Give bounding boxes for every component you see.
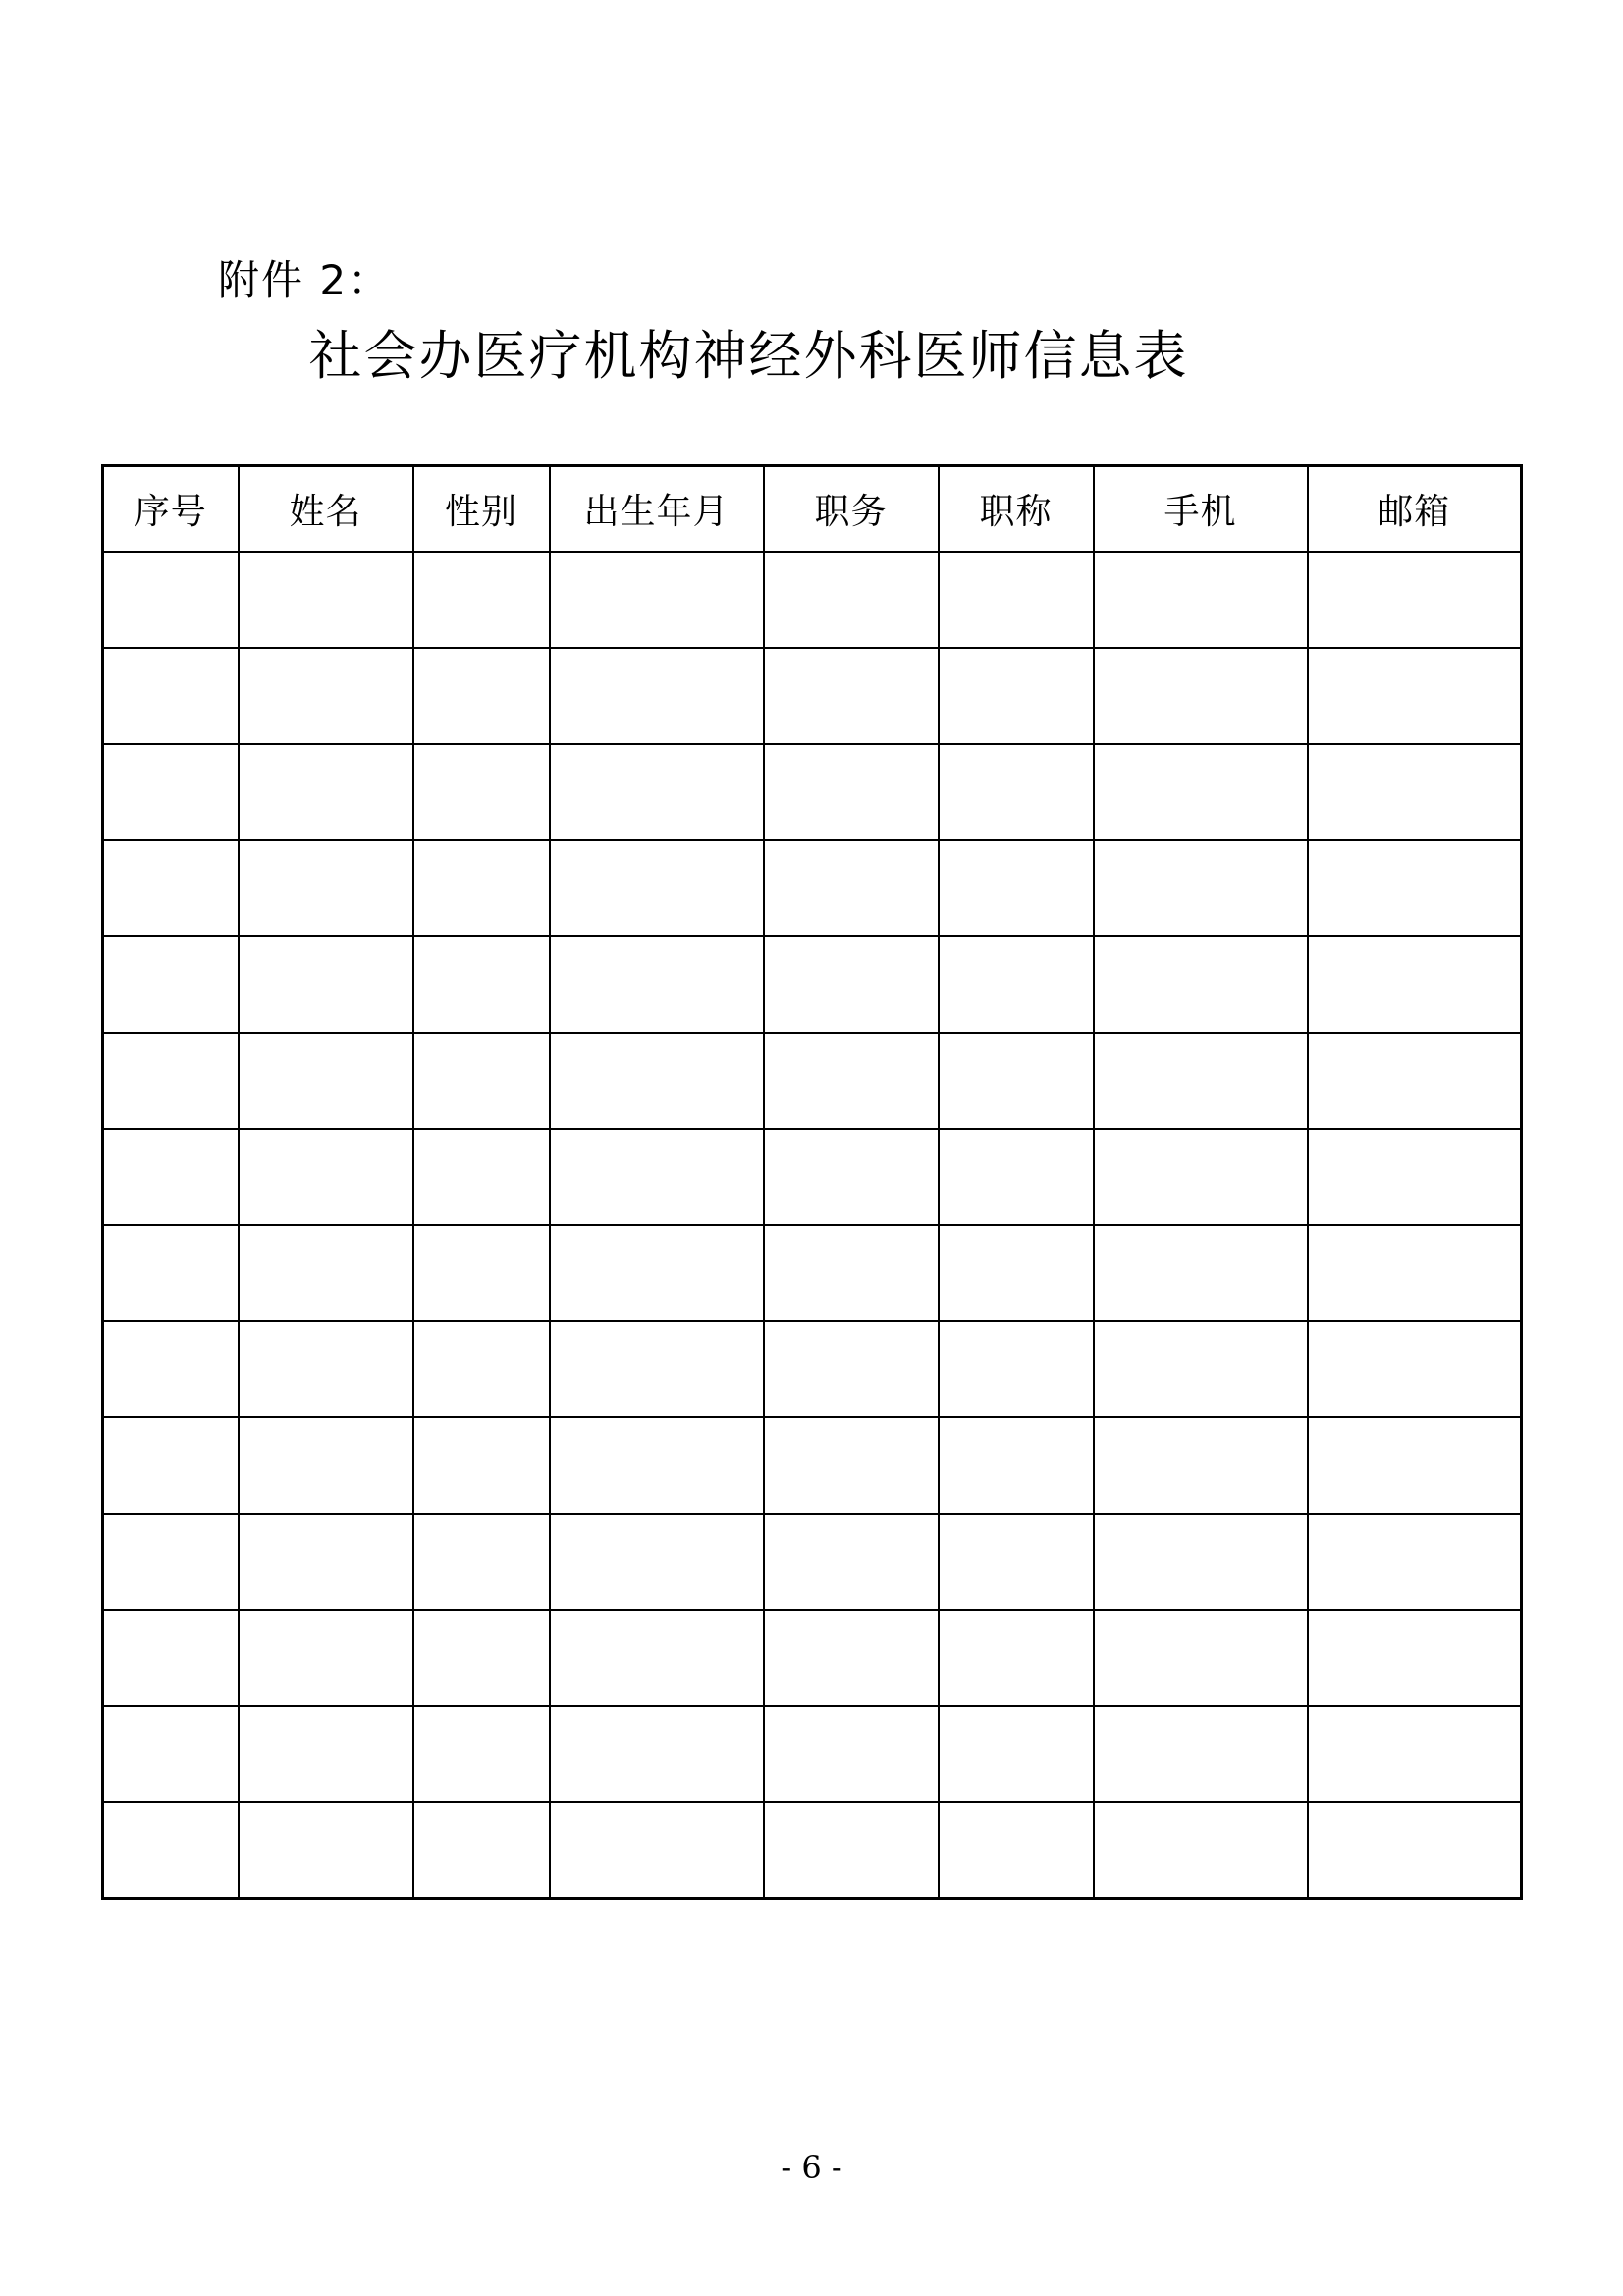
table-cell[interactable] — [1308, 552, 1522, 648]
table-cell[interactable] — [1308, 1514, 1522, 1610]
table-cell[interactable] — [103, 552, 239, 648]
table-cell[interactable] — [1094, 648, 1308, 744]
table-cell[interactable] — [1094, 552, 1308, 648]
table-cell[interactable] — [550, 1706, 764, 1802]
column-header-serial: 序号 — [103, 466, 239, 553]
table-cell[interactable] — [103, 1802, 239, 1899]
table-cell[interactable] — [939, 1129, 1094, 1225]
table-cell[interactable] — [1094, 936, 1308, 1033]
table-cell[interactable] — [939, 1706, 1094, 1802]
table-cell[interactable] — [103, 1514, 239, 1610]
table-cell[interactable] — [103, 648, 239, 744]
table-cell[interactable] — [939, 840, 1094, 936]
table-cell[interactable] — [764, 936, 939, 1033]
table-cell[interactable] — [550, 1129, 764, 1225]
table-cell[interactable] — [764, 648, 939, 744]
table-cell[interactable] — [103, 840, 239, 936]
table-cell[interactable] — [550, 1514, 764, 1610]
table-cell[interactable] — [1094, 1514, 1308, 1610]
table-cell[interactable] — [764, 1417, 939, 1514]
table-row — [103, 1514, 1522, 1610]
table-cell[interactable] — [413, 744, 550, 840]
doctor-info-table — [101, 464, 1523, 1900]
table-cell[interactable] — [1094, 1321, 1308, 1417]
table-row — [103, 1129, 1522, 1225]
table-cell[interactable] — [764, 1225, 939, 1321]
table-cell[interactable] — [550, 936, 764, 1033]
attachment-label: 附件 2： — [218, 256, 392, 304]
table-cell[interactable] — [764, 1802, 939, 1899]
table-cell[interactable] — [939, 936, 1094, 1033]
table-cell[interactable] — [239, 648, 413, 744]
table-cell[interactable] — [1308, 936, 1522, 1033]
table-cell[interactable] — [413, 1514, 550, 1610]
table-cell[interactable] — [413, 648, 550, 744]
table-cell[interactable] — [103, 1321, 239, 1417]
table-cell[interactable] — [1094, 1033, 1308, 1129]
table-cell[interactable] — [239, 1033, 413, 1129]
table-cell[interactable] — [550, 744, 764, 840]
table-row — [103, 1225, 1522, 1321]
table-row — [103, 648, 1522, 744]
table-cell[interactable] — [1308, 1225, 1522, 1321]
table-cell[interactable] — [1308, 1610, 1522, 1706]
table-row — [103, 1033, 1522, 1129]
table-cell[interactable] — [1308, 1321, 1522, 1417]
table-cell[interactable] — [239, 936, 413, 1033]
table-cell[interactable] — [413, 1802, 550, 1899]
table-cell[interactable] — [764, 552, 939, 648]
table-cell[interactable] — [413, 1610, 550, 1706]
table-cell[interactable] — [939, 1610, 1094, 1706]
table-cell[interactable] — [939, 744, 1094, 840]
table-row — [103, 1610, 1522, 1706]
table-cell[interactable] — [550, 1225, 764, 1321]
table-cell[interactable] — [939, 1225, 1094, 1321]
table-cell[interactable] — [413, 1129, 550, 1225]
table-cell[interactable] — [939, 1514, 1094, 1610]
table-cell[interactable] — [939, 1321, 1094, 1417]
table-cell[interactable] — [764, 744, 939, 840]
table-cell[interactable] — [1308, 840, 1522, 936]
table-cell[interactable] — [939, 1033, 1094, 1129]
column-header-name: 姓名 — [239, 466, 413, 553]
table-cell[interactable] — [413, 1321, 550, 1417]
table-cell[interactable] — [1308, 1802, 1522, 1899]
table-cell[interactable] — [764, 1610, 939, 1706]
table-cell[interactable] — [239, 1129, 413, 1225]
table-cell[interactable] — [550, 1610, 764, 1706]
table-cell[interactable] — [1308, 1129, 1522, 1225]
table-cell[interactable] — [413, 552, 550, 648]
table-cell[interactable] — [239, 1321, 413, 1417]
table-cell[interactable] — [550, 648, 764, 744]
table-row — [103, 1321, 1522, 1417]
table-row — [103, 744, 1522, 840]
table-cell[interactable] — [764, 1321, 939, 1417]
table-cell[interactable] — [1094, 1417, 1308, 1514]
table-cell[interactable] — [1094, 840, 1308, 936]
document-title — [0, 324, 1623, 389]
table-cell[interactable] — [239, 552, 413, 648]
table-cell[interactable] — [1094, 1802, 1308, 1899]
table-cell[interactable] — [413, 1225, 550, 1321]
table-cell[interactable] — [939, 648, 1094, 744]
table-cell[interactable] — [103, 744, 239, 840]
table-row — [103, 936, 1522, 1033]
column-header-title: 职称 — [939, 466, 1094, 553]
table-header-row — [103, 466, 1522, 553]
table-cell[interactable] — [413, 1033, 550, 1129]
table-cell[interactable] — [550, 840, 764, 936]
table-cell[interactable] — [764, 840, 939, 936]
table-cell[interactable] — [1094, 1706, 1308, 1802]
table-cell[interactable] — [239, 1802, 413, 1899]
table-row — [103, 1802, 1522, 1899]
table-cell[interactable] — [550, 1802, 764, 1899]
table-cell[interactable] — [1094, 744, 1308, 840]
table-cell[interactable] — [939, 552, 1094, 648]
table-cell[interactable] — [103, 1610, 239, 1706]
document-title-text: 社会办医疗机构神经外科医师信息表 — [308, 325, 1189, 387]
table-cell[interactable] — [550, 1417, 764, 1514]
table-row — [103, 552, 1522, 648]
table-cell[interactable] — [1308, 1033, 1522, 1129]
table-cell[interactable] — [939, 1417, 1094, 1514]
table-cell[interactable] — [1308, 1706, 1522, 1802]
column-header-gender: 性别 — [413, 466, 550, 553]
table-cell[interactable] — [413, 840, 550, 936]
table-row — [103, 1417, 1522, 1514]
table-cell[interactable] — [764, 1129, 939, 1225]
table-cell[interactable] — [239, 744, 413, 840]
table-cell[interactable] — [103, 1033, 239, 1129]
table-row — [103, 840, 1522, 936]
table-cell[interactable] — [103, 1417, 239, 1514]
table-cell[interactable] — [413, 1417, 550, 1514]
table-cell[interactable] — [550, 552, 764, 648]
table-cell[interactable] — [1094, 1610, 1308, 1706]
table-cell[interactable] — [939, 1802, 1094, 1899]
table-cell[interactable] — [239, 840, 413, 936]
table-cell[interactable] — [103, 1225, 239, 1321]
table-cell[interactable] — [1308, 648, 1522, 744]
table-row — [103, 1706, 1522, 1802]
table-cell[interactable] — [764, 1033, 939, 1129]
column-header-email: 邮箱 — [1308, 466, 1522, 553]
table-cell[interactable] — [1094, 1129, 1308, 1225]
table-cell[interactable] — [103, 936, 239, 1033]
column-header-mobile: 手机 — [1094, 466, 1308, 553]
table-cell[interactable] — [550, 1033, 764, 1129]
table-cell[interactable] — [239, 1610, 413, 1706]
table-cell[interactable] — [239, 1514, 413, 1610]
table-cell[interactable] — [239, 1706, 413, 1802]
table-cell[interactable] — [1308, 1417, 1522, 1514]
table-cell[interactable] — [239, 1225, 413, 1321]
table-cell[interactable] — [413, 1706, 550, 1802]
column-header-birth-date: 出生年月 — [550, 466, 764, 553]
table-cell[interactable] — [239, 1417, 413, 1514]
table-cell[interactable] — [413, 936, 550, 1033]
table-cell[interactable] — [1094, 1225, 1308, 1321]
table-cell[interactable] — [1308, 744, 1522, 840]
table-cell[interactable] — [103, 1706, 239, 1802]
page-number: - 6 - — [781, 2149, 842, 2186]
table-body — [103, 552, 1522, 1899]
table-cell[interactable] — [764, 1514, 939, 1610]
table-cell[interactable] — [103, 1129, 239, 1225]
column-header-position: 职务 — [764, 466, 939, 553]
table-cell[interactable] — [764, 1706, 939, 1802]
table-cell[interactable] — [550, 1321, 764, 1417]
